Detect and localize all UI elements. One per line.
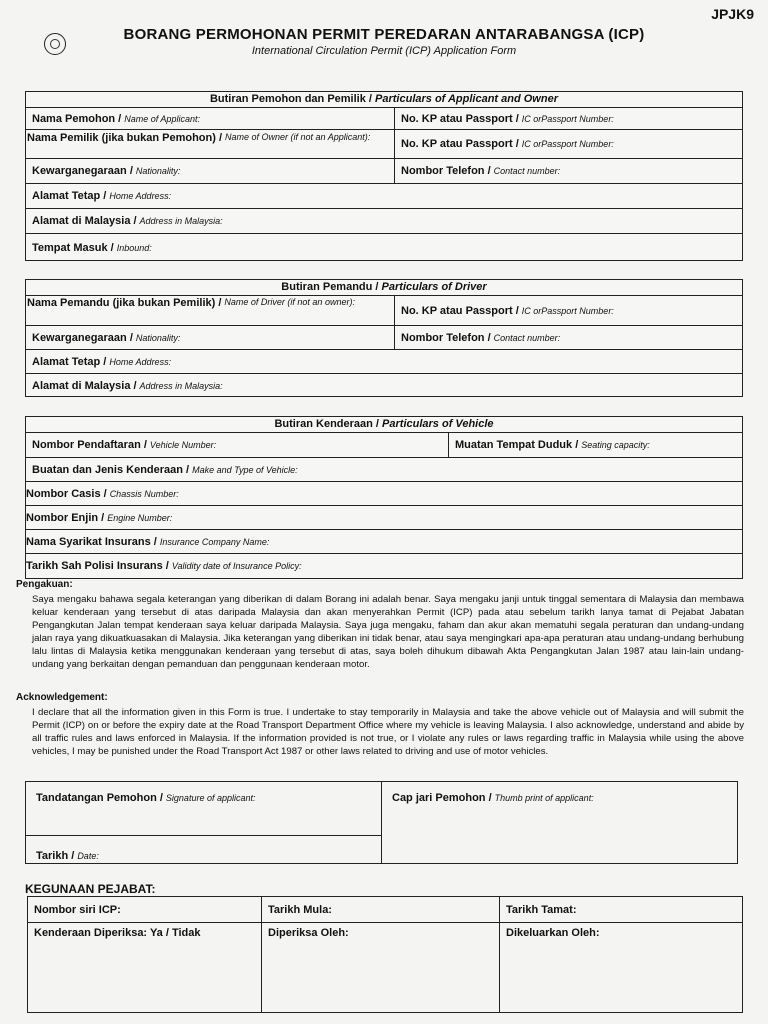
office-use-table (27, 896, 743, 1013)
form-code: JPJK9 (711, 6, 754, 22)
signature-label: Tandatangan Pemohon / (36, 792, 163, 804)
issued-by-cell[interactable]: Dikeluarkan Oleh: (500, 923, 743, 1013)
office-use-title: KEGUNAAN PEJABAT: (25, 882, 156, 896)
chassis-number-field[interactable]: Nombor Casis / Chassis Number: (26, 487, 179, 500)
applicant-section-header: Butiran Pemohon dan Pemilik / Particulars of Applicant and Owner (26, 92, 742, 108)
driver-home-address-row[interactable] (26, 350, 742, 374)
thumbprint-field[interactable]: Cap jari Pemohon / Thumb print of applicant: (381, 782, 737, 863)
policy-validity-row[interactable] (26, 554, 742, 578)
vehicle-section-header: Butiran Kenderaan / Particulars of Vehicle (26, 417, 742, 433)
acknowledgement-title: Acknowledgement: (16, 692, 108, 703)
chassis-number-row[interactable] (26, 482, 742, 506)
seating-capacity-field[interactable]: Muatan Tempat Duduk / Seating capacity: (448, 433, 742, 457)
form-subtitle: International Circulation Permit (ICP) Application Form (251, 45, 517, 57)
driver-name-field[interactable]: Nama Pemandu (jika bukan Pemilik) / Name of Driver (if not an owner): (27, 297, 355, 309)
checked-by-cell[interactable]: Diperiksa Oleh: (262, 923, 500, 1013)
vehicle-section (25, 416, 743, 579)
driver-ic-field[interactable]: No. KP atau Passport / IC orPassport Number: (394, 296, 742, 325)
applicant-name-field[interactable]: Nama Pemohon / Name of Applicant: (32, 112, 200, 125)
policy-validity-field[interactable]: Tarikh Sah Polisi Insurans / Validity date of Insurance Policy: (26, 560, 302, 572)
end-date-cell[interactable]: Tarikh Tamat: (500, 897, 743, 923)
applicant-malaysia-address-row[interactable] (26, 209, 742, 234)
vehicle-make-row[interactable] (26, 458, 742, 482)
applicant-inbound-field[interactable]: Tempat Masuk / Inbound: (32, 241, 152, 254)
pengakuan-text: Saya mengaku bahawa segala keterangan yang diberikan di dalam Borang ini adalah benar. Saya mengaku janji untuk tinggal sementara di Malaysia dan membawa keluar kenderaan yang tersebut di atas daripada Malaysia dan akan menyerahkan Permit (ICP) pada atau sebelum tarikh lanya tamat di Pejabat Jabatan Pengangkutan Jalan tempat kenderaan saya keluar daripada Malaysia. Saya juga mengaku, faham dan akur akan mematuhi segala peraturan dan undang-undang jalan raya yang dikuatkuasakan di Malaysia. Jika keterangan yang diberikan ini tidak benar, atau saya mengingkari apa-apa peraturan atau undang-undang berhubung lalu lintas di Malaysia ketika menggunakan kenderaan yang tersebut di atas, saya boleh dihukum dibawah Akta Pengangkutan Jalan 1987 atau lain-lain undang-undang yang berkaitan dengan pemanduan dan penggunaan kenderaan motor. (32, 594, 744, 670)
date-field[interactable]: Tarikh / Date: (26, 835, 381, 864)
driver-name-row (26, 296, 742, 326)
driver-malaysia-address-field[interactable]: Alamat di Malaysia / Address in Malaysia: (32, 379, 223, 392)
vehicle-make-field[interactable]: Buatan dan Jenis Kenderaan / Make and Type of Vehicle: (32, 463, 298, 476)
applicant-phone-field[interactable]: Nombor Telefon / Contact number: (394, 159, 742, 183)
vehicle-number-field[interactable]: Nombor Pendaftaran / Vehicle Number: (32, 439, 217, 451)
applicant-inbound-row[interactable] (26, 234, 742, 261)
signature-field[interactable]: Tandatangan Pemohon / Signature of applicant: (36, 792, 256, 804)
driver-malaysia-address-row[interactable] (26, 374, 742, 397)
pengakuan-title: Pengakuan: (16, 579, 73, 590)
engine-number-row[interactable] (26, 506, 742, 530)
applicant-nationality-field[interactable]: Kewarganegaraan / Nationality: (32, 165, 181, 177)
driver-home-address-field[interactable]: Alamat Tetap / Home Address: (32, 355, 172, 368)
insurer-field[interactable]: Nama Syarikat Insurans / Insurance Company Name: (26, 535, 270, 548)
engine-number-field[interactable]: Nombor Enjin / Engine Number: (26, 511, 173, 524)
applicant-malaysia-address-field[interactable]: Alamat di Malaysia / Address in Malaysia: (32, 215, 223, 227)
applicant-name-row (26, 108, 742, 130)
signature-box (25, 781, 738, 864)
applicant-ic-field[interactable]: No. KP atau Passport / IC orPassport Number: (394, 108, 742, 129)
acknowledgement-text: I declare that all the information given in this Form is true. I undertake to stay temporarily in Malaysia and take the above vehicle out of Malaysia and will submit the Permit (ICP) on or before the expiry date at the Road Transport Department Office where my vehicle is leaving Malaysia. I also acknowledge, understand and abide by all traffic rules and laws enforced in Malaysia. If the information provided is not true, or I violate any rules or laws regarding traffic in Malaysia while using the above vehicles, I may be punished under the Road Transport Act 1987 or other laws related to driving and use of motor vehicles. (32, 707, 744, 757)
driver-phone-field[interactable]: Nombor Telefon / Contact number: (394, 326, 742, 349)
icp-serial-cell[interactable]: Nombor siri ICP: (28, 897, 262, 923)
driver-nationality-row (26, 326, 742, 350)
driver-section-header: Butiran Pemandu / Particulars of Driver (26, 280, 742, 296)
driver-section (25, 279, 743, 397)
form-title: BORANG PERMOHONAN PERMIT PEREDARAN ANTARABANGSA (ICP) (123, 26, 645, 43)
thumbprint-label: Cap jari Pemohon / (392, 792, 492, 804)
start-date-cell[interactable]: Tarikh Mula: (262, 897, 500, 923)
owner-name-row (26, 130, 742, 159)
owner-ic-field[interactable]: No. KP atau Passport / IC orPassport Number: (394, 130, 742, 158)
date-label: Tarikh / (36, 850, 75, 862)
owner-name-field[interactable]: Nama Pemilik (jika bukan Pemohon) / Name of Owner (if not an Applicant): (27, 132, 371, 144)
driver-nationality-field[interactable]: Kewarganegaraan / Nationality: (32, 331, 181, 344)
applicant-section (25, 91, 743, 261)
applicant-home-address-field[interactable]: Alamat Tetap / Home Address: (32, 190, 172, 202)
applicant-nationality-row (26, 159, 742, 184)
vehicle-checked-cell[interactable]: Kenderaan Diperiksa: Ya / Tidak (28, 923, 262, 1013)
insurer-row[interactable] (26, 530, 742, 554)
applicant-home-address-row[interactable] (26, 184, 742, 209)
vehicle-number-row (26, 433, 742, 458)
